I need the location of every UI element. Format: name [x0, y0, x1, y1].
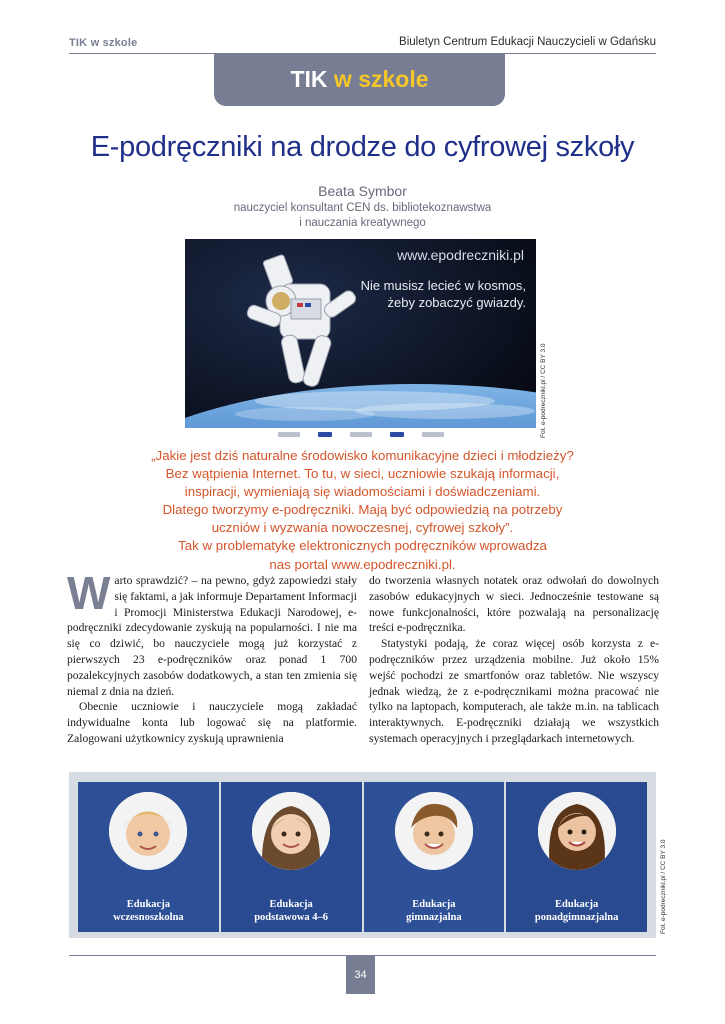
funding-logos-strip	[185, 428, 536, 440]
logo-placeholder	[422, 432, 444, 437]
logo-placeholder	[350, 432, 372, 437]
astronaut-illustration	[185, 239, 536, 440]
young-woman-portrait-photo	[538, 792, 616, 870]
education-level-tile	[364, 782, 505, 932]
lead-line: nas portal www.epodreczniki.pl.	[269, 556, 456, 572]
education-levels-row	[78, 782, 647, 932]
child-portrait-photo	[252, 792, 330, 870]
body-paragraph-text: arto sprawdzić? – na pewno, gdyż zapowiedzi stały się faktami, a jak informuje Departament Informacji i Promocji Ministerstwa Edukacji Narodowej, e-podręczniki zdecydowanie zyskują na popularności. I nie ma się co dziwić, bo nauczyciele mogą już korzystać z pierwszych 23 e-podręczników oraz ponad 1 700 pozalekcyjnych zasobów dodatkowych, a stan ten zmienia się niemal z dnia na dzień.	[67, 574, 357, 698]
logo-placeholder	[318, 432, 332, 437]
body-paragraph	[67, 567, 357, 699]
education-levels-banner	[69, 772, 656, 938]
education-level-line: ponadgimnazjalna	[534, 912, 619, 923]
lead-line: Bez wątpienia Internet. To tu, w sieci, uczniowie szukają informacji,	[165, 466, 560, 482]
body-paragraph: Obecnie uczniowie i nauczyciele mogą zakładać indywidualne konta lub logować się na platformie. Zalogowani użytkownicy zyskują uprawnienia	[67, 700, 357, 745]
education-level-label	[221, 898, 362, 924]
education-level-line: Edukacja	[412, 899, 456, 910]
logo-placeholder	[390, 432, 404, 437]
education-level-line: gimnazjalna	[406, 912, 462, 923]
education-level-tile	[221, 782, 362, 932]
drop-cap: W	[67, 567, 111, 619]
hero-photo-credit: Fot. e-podreczniki.pl / CC BY 3.0	[540, 343, 547, 438]
education-level-line: Edukacja	[269, 899, 313, 910]
logo-placeholder	[278, 432, 300, 437]
hero-astronaut-image	[185, 239, 536, 440]
hero-url-text: www.epodreczniki.pl	[397, 247, 524, 263]
author-affiliation	[0, 201, 725, 231]
running-header-section: TIK w szkole	[69, 37, 138, 49]
education-level-line: podstawowa 4–6	[254, 912, 329, 923]
education-level-tile	[506, 782, 647, 932]
education-level-label	[506, 898, 647, 924]
teen-portrait-photo	[395, 792, 473, 870]
lead-line: inspiracji, wymieniają się wiadomościami i doświadczeniami.	[184, 484, 541, 500]
education-level-line: Edukacja	[555, 899, 599, 910]
education-level-tile	[78, 782, 219, 932]
running-header-publication: Biuletyn Centrum Edukacji Nauczycieli w Gdańsku	[399, 36, 656, 48]
lead-line: Dlatego tworzymy e-podręczniki. Mają być odpowiedzią na potrzeby	[162, 502, 563, 518]
section-tab	[214, 54, 505, 106]
banner-photo-credit: Fot. e-podreczniki.pl / CC BY 3.0	[660, 839, 667, 934]
education-level-label	[364, 898, 505, 924]
hero-caption-line: żeby zobaczyć gwiazdy.	[387, 295, 526, 310]
education-level-line: wczesnoszkolna	[113, 912, 184, 923]
body-paragraph: Statystyki podają, że coraz więcej osób korzysta z e-podręczników przez urządzenia mobilne. Już około 15% wejść pochodzi ze smartfonów oraz tabletów. Nie wszyscy jednak wiedzą, że z e-podręcznikami można pracować nie tylko na laptopach, komputerach, ale także m.in. na tablicach interaktywnych. E-podręczniki działają we wszystkich systemach operacyjnych i przeglądarkach internetowych.	[369, 637, 659, 745]
page-number: 34	[346, 956, 375, 994]
education-level-label	[78, 898, 219, 924]
education-level-line: Edukacja	[126, 899, 170, 910]
lead-line: „Jakie jest dziś naturalne środowisko komunikacyjne dzieci i młodzieży?	[151, 448, 574, 463]
body-paragraph: do tworzenia własnych notatek oraz odwołań do dowolnych zasobów edukacyjnych w sieci. Jednocześnie testowane są nowe funkcjonalności, które pozwalają na personalizację treści e-podręcznika.	[369, 574, 659, 635]
section-tab-tik: TIK	[290, 66, 328, 92]
lead-line: Tak w problematykę elektronicznych podręczników wprowadza	[178, 538, 547, 554]
child-portrait-photo	[109, 792, 187, 870]
article-author: Beata Symbor	[318, 183, 407, 199]
section-tab-w-szkole: w szkole	[333, 66, 429, 92]
affiliation-line: i nauczania kreatywnego	[299, 217, 426, 229]
hero-caption	[361, 277, 526, 311]
lead-quote	[0, 447, 725, 574]
body-column-right	[369, 573, 659, 747]
lead-line: uczniów i wyzwania nowoczesnej, cyfrowej szkoły”.	[211, 520, 514, 536]
body-column-left	[67, 567, 357, 747]
affiliation-line: nauczyciel konsultant CEN ds. bibliotekoznawstwa	[233, 202, 492, 214]
article-title: E-podręczniki na drodze do cyfrowej szkoły	[90, 131, 635, 163]
hero-caption-line: Nie musisz lecieć w kosmos,	[360, 278, 526, 293]
